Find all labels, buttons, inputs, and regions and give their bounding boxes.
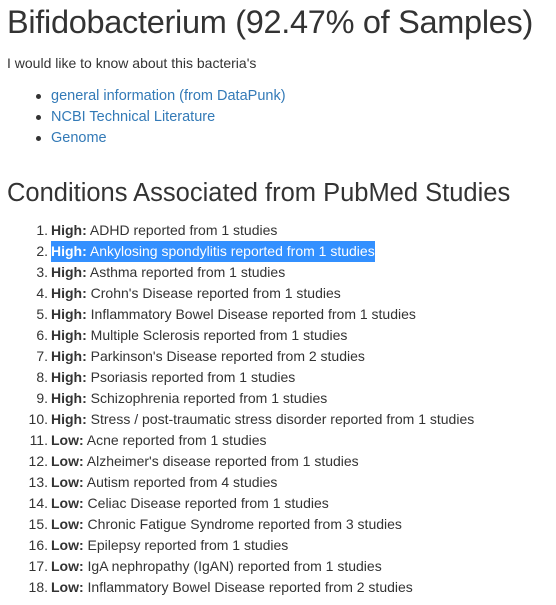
bullet-icon: [36, 94, 41, 99]
condition-number: 15.: [28, 516, 48, 532]
condition-text: Ankylosing spondylitis reported from 1 studies: [86, 243, 375, 259]
condition-text: Inflammatory Bowel Disease reported from 1 studies: [86, 306, 416, 322]
condition-level: High:: [51, 285, 87, 301]
condition-level: Low:: [51, 474, 84, 490]
condition-text: Psoriasis reported from 1 studies: [86, 369, 296, 385]
condition-number: 18.: [28, 579, 48, 595]
condition-body: [51, 220, 277, 241]
condition-level: High:: [51, 411, 87, 427]
condition-text: Epilepsy reported from 1 studies: [83, 537, 289, 553]
condition-level: High:: [51, 327, 87, 343]
condition-number: 4.: [36, 285, 48, 301]
condition-body: [51, 388, 327, 409]
condition-body: [51, 577, 413, 598]
condition-level: High:: [51, 369, 87, 385]
info-link-item: [34, 107, 286, 128]
condition-level: Low:: [51, 495, 84, 511]
intro-text: I would like to know about this bacteria's: [7, 55, 257, 71]
bullet-icon: [36, 136, 41, 141]
condition-number: 16.: [28, 537, 48, 553]
condition-text: Inflammatory Bowel Disease reported from 2 studies: [83, 579, 413, 595]
condition-number: 12.: [28, 453, 48, 469]
info-links-list: [34, 86, 286, 149]
condition-body: [51, 451, 359, 472]
condition-number: 11.: [29, 432, 48, 448]
condition-body: [51, 241, 375, 262]
condition-text: Parkinson's Disease reported from 2 studies: [86, 348, 365, 364]
condition-body: [51, 304, 416, 325]
condition-level: High:: [51, 243, 87, 259]
condition-level: Low:: [51, 558, 84, 574]
condition-body: [51, 262, 285, 283]
condition-text: Autism reported from 4 studies: [83, 474, 278, 490]
condition-body: [51, 409, 474, 430]
condition-number: 17.: [28, 558, 48, 574]
condition-body: [51, 493, 329, 514]
bullet-icon: [36, 115, 41, 120]
condition-level: Low:: [51, 579, 84, 595]
condition-text: Celiac Disease reported from 1 studies: [83, 495, 329, 511]
condition-number: 13.: [28, 474, 48, 490]
condition-body: [51, 430, 267, 451]
condition-text: Asthma reported from 1 studies: [86, 264, 286, 280]
section-title: Conditions Associated from PubMed Studies: [7, 179, 511, 207]
condition-number: 2.: [36, 243, 48, 259]
condition-number: 5.: [36, 306, 48, 322]
genome-link[interactable]: Genome: [51, 130, 107, 146]
condition-body: [51, 346, 365, 367]
condition-text: Crohn's Disease reported from 1 studies: [86, 285, 341, 301]
condition-text: Schizophrenia reported from 1 studies: [86, 390, 328, 406]
condition-text: ADHD reported from 1 studies: [86, 222, 278, 238]
condition-text: Stress / post-traumatic stress disorder reported from 1 studies: [86, 411, 475, 427]
condition-level: Low:: [51, 516, 84, 532]
condition-level: Low:: [51, 537, 84, 553]
condition-number: 3.: [36, 264, 48, 280]
condition-level: Low:: [51, 453, 84, 469]
condition-body: [51, 367, 295, 388]
condition-number: 6.: [36, 327, 48, 343]
condition-number: 1.: [36, 222, 48, 238]
condition-number: 7.: [36, 348, 48, 364]
condition-level: High:: [51, 390, 87, 406]
condition-text: Acne reported from 1 studies: [83, 432, 267, 448]
condition-number: 14.: [28, 495, 48, 511]
condition-body: [51, 472, 277, 493]
info-link-item: [34, 128, 286, 149]
info-link-item: [34, 86, 286, 107]
condition-level: High:: [51, 222, 87, 238]
condition-body: [51, 535, 288, 556]
condition-level: Low:: [51, 432, 84, 448]
condition-level: High:: [51, 264, 87, 280]
condition-number: 9.: [36, 390, 48, 406]
condition-body: [51, 556, 382, 577]
ncbi-literature-link[interactable]: NCBI Technical Literature: [51, 109, 216, 125]
page-title: Bifidobacterium (92.47% of Samples): [7, 4, 534, 40]
condition-number: 10.: [28, 411, 48, 427]
condition-level: High:: [51, 348, 87, 364]
condition-level: High:: [51, 306, 87, 322]
condition-number: 8.: [36, 369, 48, 385]
condition-text: Alzheimer's disease reported from 1 studies: [83, 453, 359, 469]
condition-text: Chronic Fatigue Syndrome reported from 3 studies: [83, 516, 402, 532]
condition-body: [51, 514, 402, 535]
condition-text: Multiple Sclerosis reported from 1 studies: [86, 327, 348, 343]
condition-body: [51, 283, 341, 304]
condition-body: [51, 325, 347, 346]
condition-text: IgA nephropathy (IgAN) reported from 1 studies: [83, 558, 382, 574]
general-information-link[interactable]: general information (from DataPunk): [51, 88, 286, 104]
